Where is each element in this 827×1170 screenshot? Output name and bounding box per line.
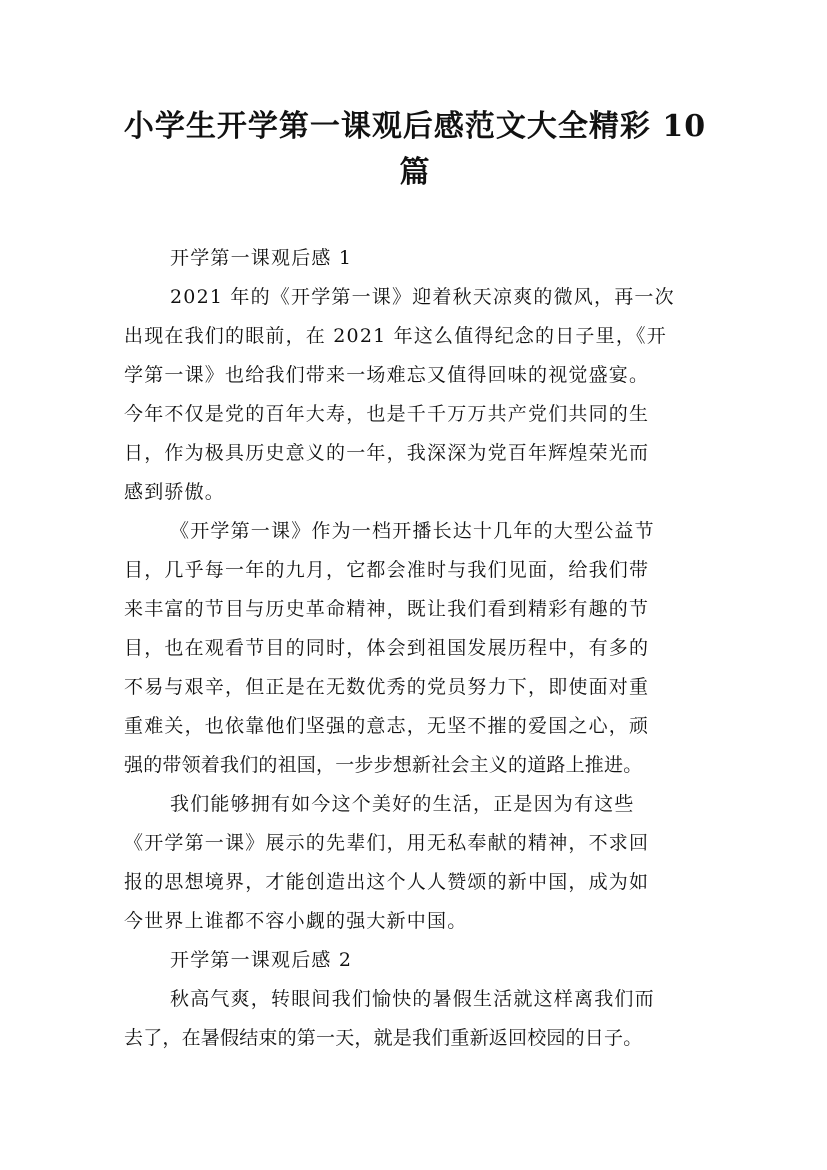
title-line-1: 小学生开学第一课观后感范文大全精彩 10: [123, 109, 707, 144]
paragraph-line: 日，作为极具历史意义的一年，我深深为党百年辉煌荣光而: [124, 442, 650, 464]
paragraph-line: 来丰富的节目与历史革命精神，既让我们看到精彩有趣的节: [124, 598, 650, 620]
paragraph-line: 重难关，也依靠他们坚强的意志，无坚不摧的爱国之心，顽: [124, 715, 650, 737]
paragraph-line: 今世界上谁都不容小觑的强大新中国。: [124, 910, 468, 932]
paragraph-line: 不易与艰辛，但正是在无数优秀的党员努力下，即使面对重: [124, 676, 650, 698]
paragraph-line: 学第一课》也给我们带来一场难忘又值得回味的视觉盛宴。: [124, 364, 650, 386]
section-heading-1: 开学第一课观后感 1: [170, 247, 353, 269]
document-title: [120, 104, 710, 196]
paragraph-line: 目，也在观看节目的同时，体会到祖国发展历程中，有多的: [124, 637, 650, 659]
paragraph-line: 出现在我们的眼前，在 2021 年这么值得纪念的日子里，《开: [124, 325, 667, 347]
paragraph-line: 去了，在暑假结束的第一天，就是我们重新返回校园的日子。: [124, 1027, 643, 1049]
paragraph-line: 2021 年的《开学第一课》迎着秋天凉爽的微风，再一次: [170, 286, 675, 308]
paragraph-line: 感到骄傲。: [124, 481, 226, 503]
paragraph-line: 今年不仅是党的百年大寿，也是千千万万共产党们共同的生: [124, 403, 650, 425]
document-body: [124, 239, 709, 1058]
paragraph-line: 强的带领着我们的祖国，一步步想新社会主义的道路上推进。: [124, 754, 643, 776]
title-line-2: 篇: [399, 155, 431, 190]
paragraph-line: 目，几乎每一年的九月，它都会准时与我们见面，给我们带: [124, 559, 650, 581]
section-heading-2: 开学第一课观后感 2: [170, 949, 353, 971]
paragraph-line: 秋高气爽，转眼间我们愉快的暑假生活就这样离我们而: [170, 988, 655, 1010]
paragraph-line: 我们能够拥有如今这个美好的生活，正是因为有这些: [170, 793, 635, 815]
paragraph-line: 报的思想境界，才能创造出这个人人赞颂的新中国，成为如: [124, 871, 650, 893]
paragraph-line: 《开学第一课》展示的先辈们，用无私奉献的精神，不求回: [124, 832, 650, 854]
paragraph-line: 《开学第一课》作为一档开播长达十几年的大型公益节: [170, 520, 655, 542]
